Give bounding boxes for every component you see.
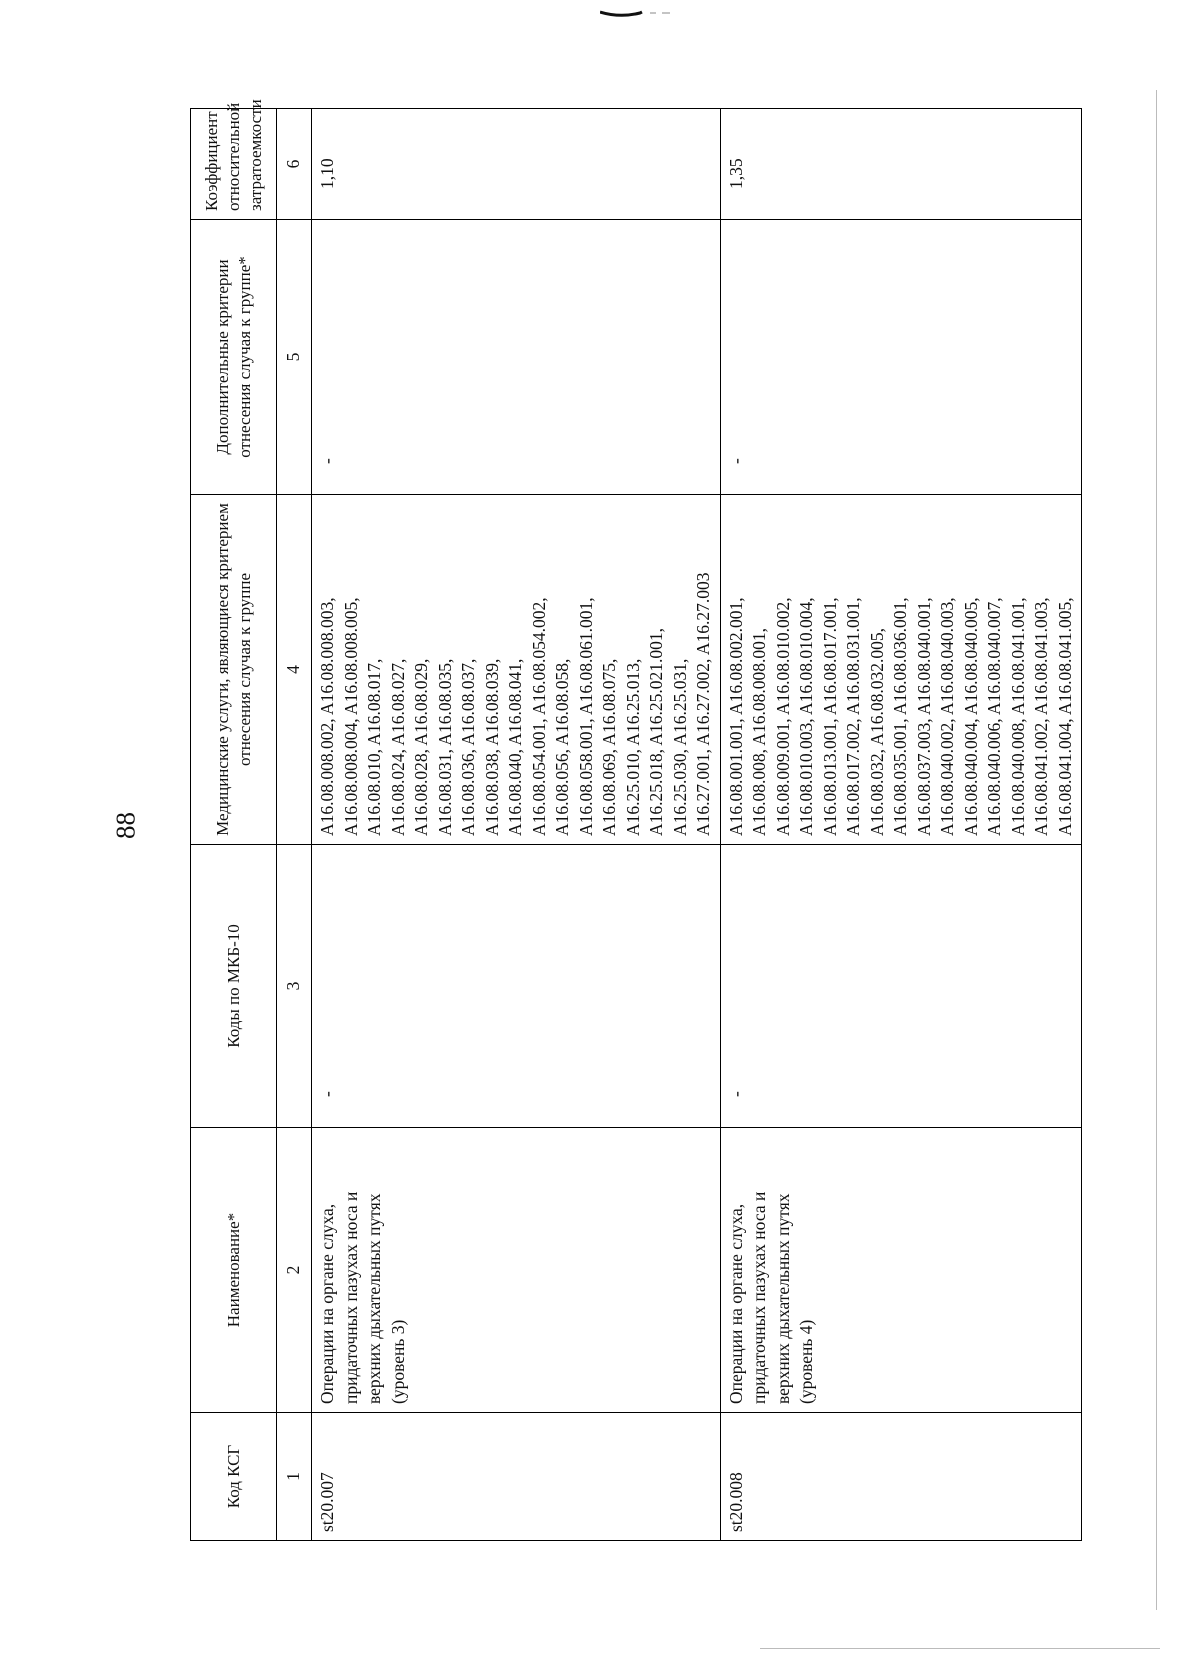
row-code: st20.008	[720, 1413, 1082, 1541]
row-name: Операции на органе слуха, придаточных пазухах носа и верхних дыхательных путях (уровень 4)	[720, 1128, 1082, 1413]
column-number: 5	[277, 220, 312, 495]
row-extra: -	[720, 220, 1082, 495]
row-coef: 1,10	[312, 109, 721, 220]
column-number-row	[277, 109, 312, 1541]
header-extra: Дополнительные критерии отнесения случая к группе*	[191, 220, 277, 495]
row-services: A16.08.008.002, A16.08.008.003, A16.08.008.004, A16.08.008.005, A16.08.010, A16.08.017, A16.08.024, A16.08.027, A16.08.028, A16.08.029, A16.08.031, A16.08.035, A16.08.036, A16.08.037, A16.08.038, A16.08.039, A16.08.040, A16.08.041, A16.08.054.001, A16.08.054.002, A16.08.056, A16.08.058, A16.08.058.001, A16.08.061.001, A16.08.069, A16.08.075, A16.25.010, A16.25.013, A16.25.018, A16.25.021.001, A16.25.030, A16.25.031, A16.27.001, A16.27.002, A16.27.003	[312, 495, 721, 845]
column-number: 6	[277, 109, 312, 220]
table-row	[720, 109, 1082, 1541]
row-mkb: -	[312, 845, 721, 1128]
row-name: Операции на органе слуха, придаточных пазухах носа и верхних дыхательных путях (уровень 3)	[312, 1128, 721, 1413]
page-number: 88	[110, 812, 141, 839]
header-coef: Коэффициент относительной затратоемкости	[191, 109, 277, 220]
rotated-table-container	[190, 99, 1075, 1541]
row-mkb: -	[720, 845, 1082, 1128]
table-row	[312, 109, 721, 1541]
column-number: 3	[277, 845, 312, 1128]
ksg-table	[190, 99, 1082, 1541]
scan-edge-right	[1156, 90, 1157, 1610]
row-extra: -	[312, 220, 721, 495]
column-number: 2	[277, 1128, 312, 1413]
header-mkb: Коды по МКБ-10	[191, 845, 277, 1128]
header-row	[191, 109, 277, 1541]
scan-edge-bottom	[760, 1648, 1160, 1649]
header-name: Наименование*	[191, 1128, 277, 1413]
column-number: 4	[277, 495, 312, 845]
row-code: st20.007	[312, 1413, 721, 1541]
column-number: 1	[277, 1413, 312, 1541]
row-coef: 1,35	[720, 109, 1082, 220]
header-code: Код КСГ	[191, 1413, 277, 1541]
scan-artifact	[600, 8, 680, 18]
header-services: Медицинские услуги, являющиеся критерием отнесения случая к группе	[191, 495, 277, 845]
row-services: A16.08.001.001, A16.08.002.001, A16.08.008, A16.08.008.001, A16.08.009.001, A16.08.010.002, A16.08.010.003, A16.08.010.004, A16.08.013.001, A16.08.017.001, A16.08.017.002, A16.08.031.001, A16.08.032, A16.08.032.005, A16.08.035.001, A16.08.036.001, A16.08.037.003, A16.08.040.001, A16.08.040.002, A16.08.040.003, A16.08.040.004, A16.08.040.005, A16.08.040.006, A16.08.040.007, A16.08.040.008, A16.08.041.001, A16.08.041.002, A16.08.041.003, A16.08.041.004, A16.08.041.005,	[720, 495, 1082, 845]
